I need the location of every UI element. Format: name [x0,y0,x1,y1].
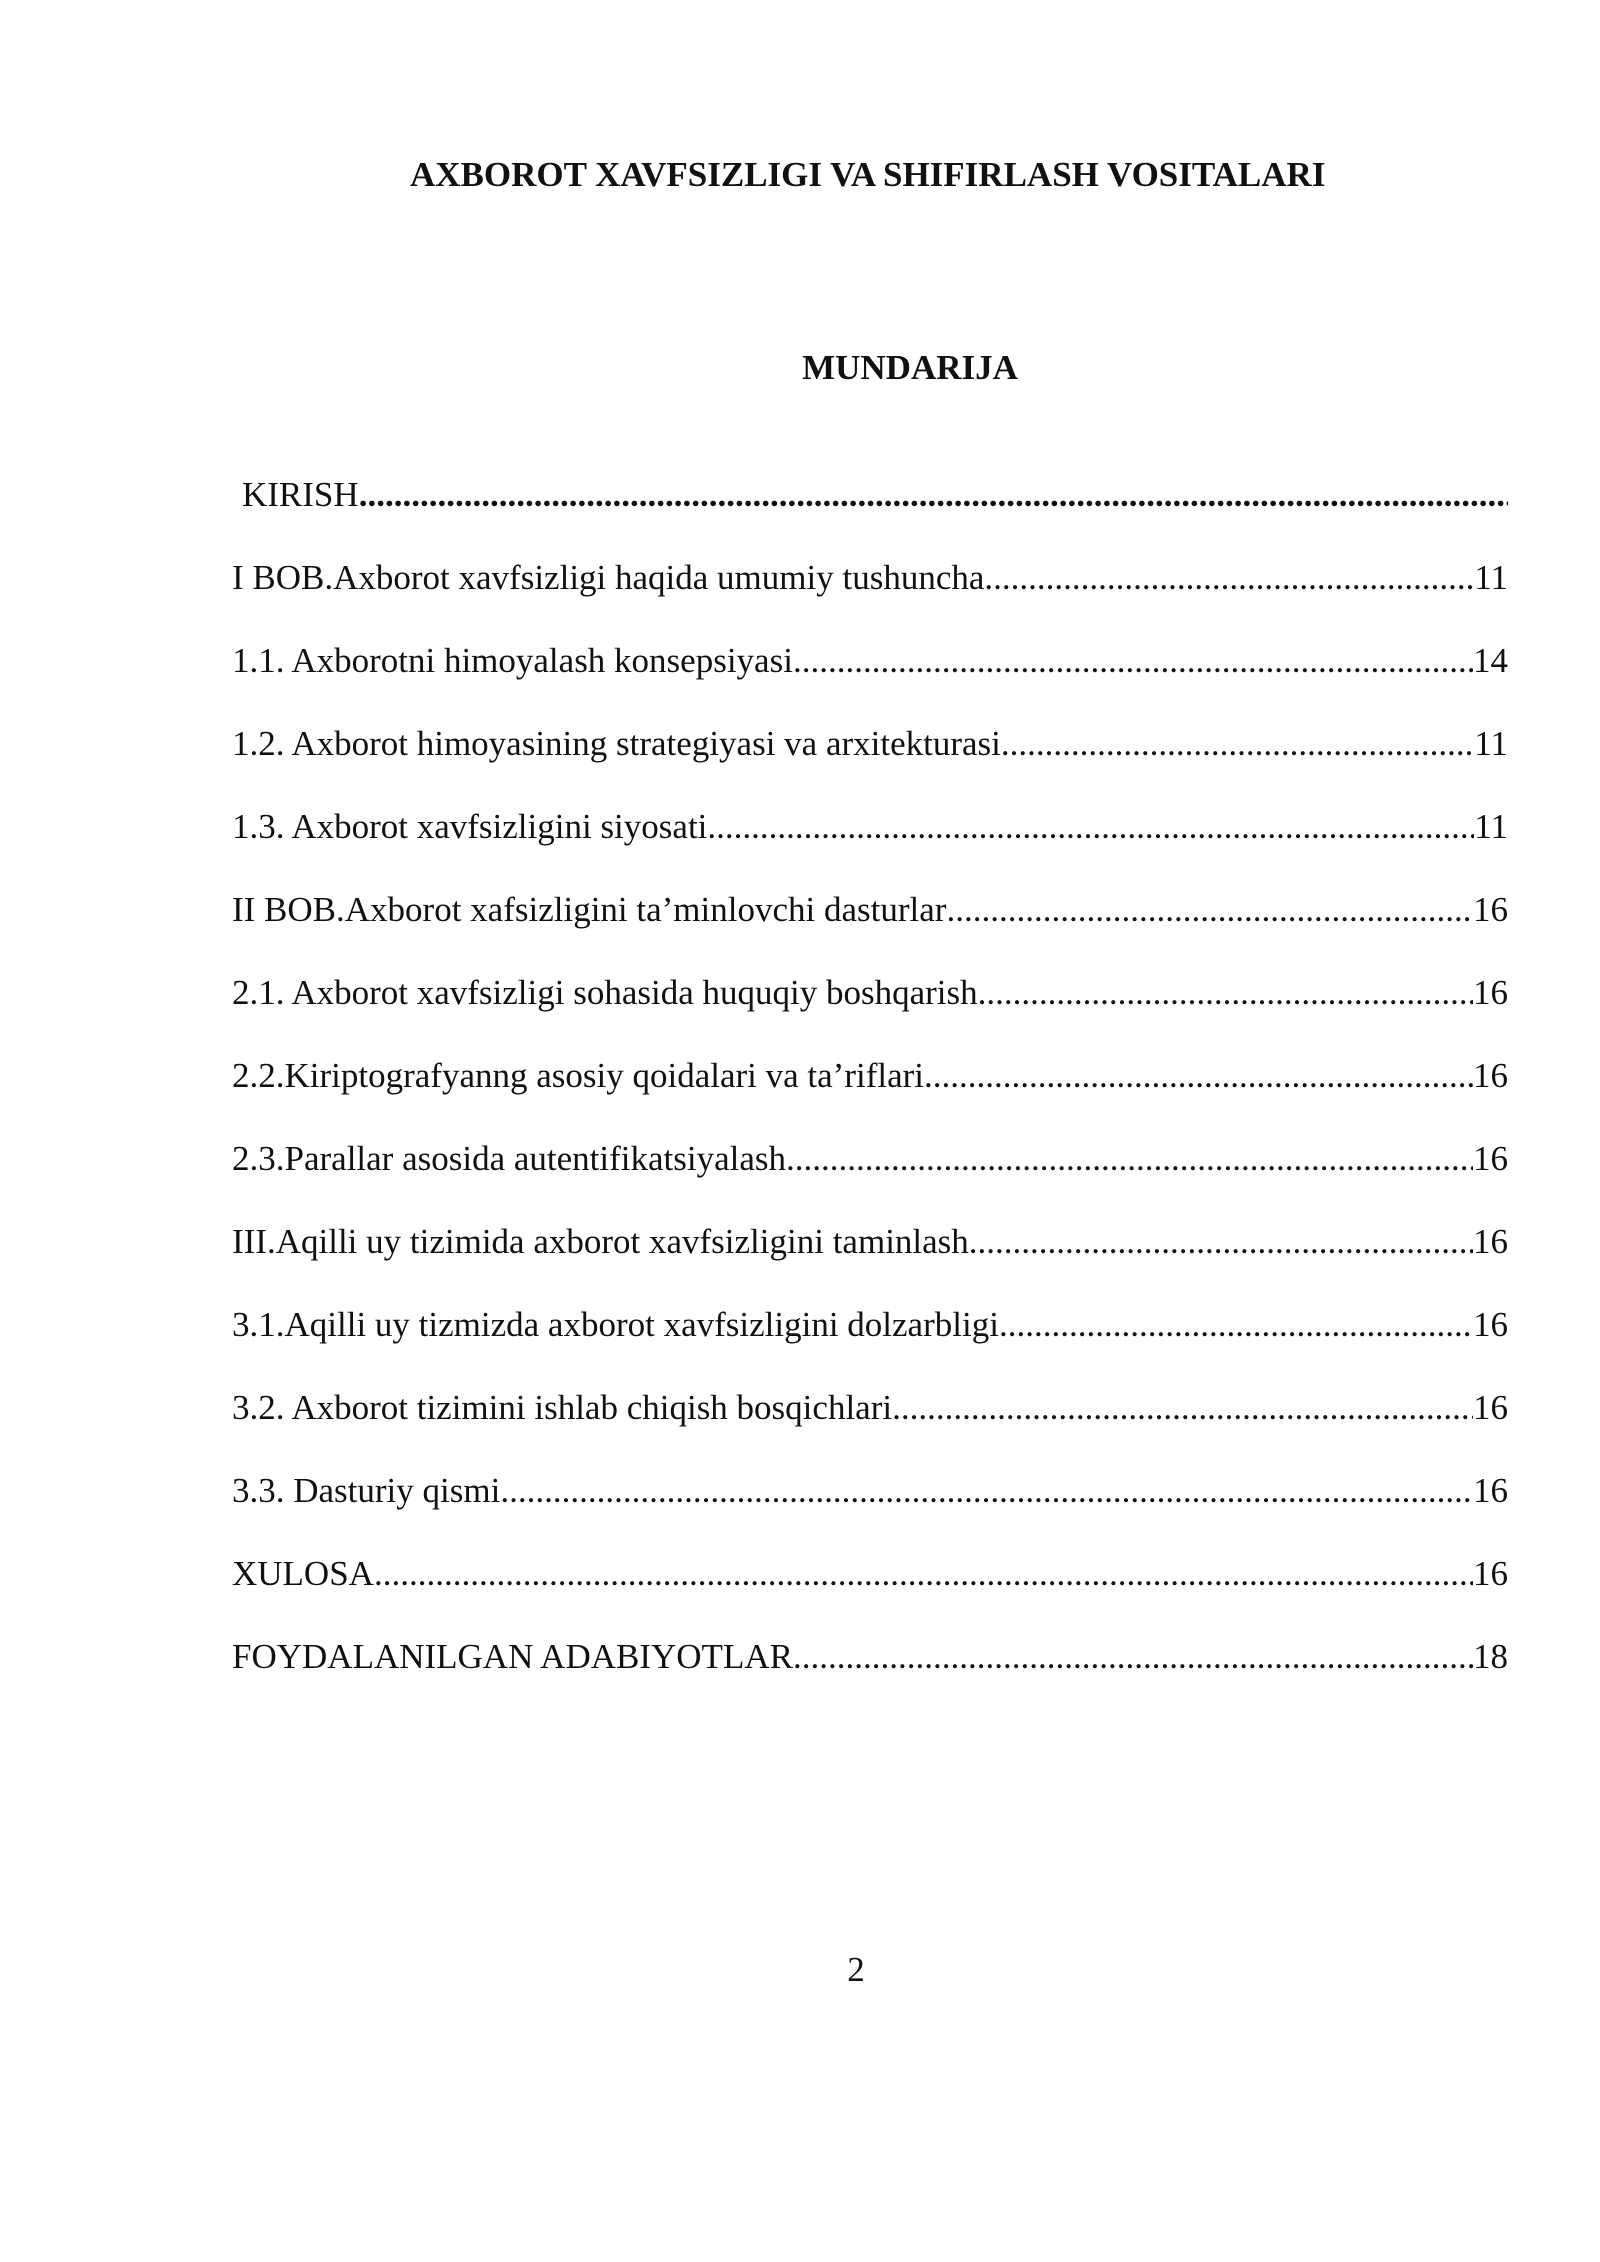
toc-entry [232,1051,1508,1134]
toc-entry [232,470,1508,553]
toc-entry [232,802,1508,885]
toc-entry [232,885,1508,968]
toc-entry-page: 16 [1473,1056,1508,1095]
toc-entry [232,719,1508,802]
toc-entry-title: XULOSA [232,1554,374,1593]
toc-entry-page: 11 [1474,807,1508,846]
toc-entry-title: 2.2.Kiriptografyanng asosiy qoidalari va ta’riflari [232,1056,925,1095]
toc-entry-title: III.Aqilli uy tizimida axborot xavfsizligini taminlash [232,1222,969,1261]
toc-dot-leader [892,1383,1473,1433]
toc-dot-leader [1001,719,1474,769]
toc-dot-leader [374,1549,1473,1599]
toc-entry-title: KIRISH [242,475,359,514]
toc-entry-page: 16 [1473,890,1508,929]
toc-entry-title: 2.3.Parallar asosida autentifikatsiyalash [232,1139,787,1178]
toc-entry-title: I BOB.Axborot xavfsizligi haqida umumiy tushuncha [232,558,985,597]
toc-entry-title: 3.3. Dasturiy qismi [232,1471,501,1510]
document-title: AXBOROT XAVFSIZLIGI VA SHIFIRLASH VOSITALARI [410,155,1326,194]
toc-entry [232,1632,1508,1715]
toc-dot-leader [359,470,1508,520]
toc-entry-title: 1.3. Axborot xavfsizligini siyosati [232,807,708,846]
toc-entry-title: 2.1. Axborot xavfsizligi sohasida huquqiy boshqarish [232,973,978,1012]
toc-dot-leader [946,885,1473,935]
toc-entry [232,1549,1508,1632]
toc-dot-leader [969,1217,1473,1267]
toc-entry-page: 18 [1473,1637,1508,1676]
toc-entry [232,1134,1508,1217]
toc-dot-leader [500,1466,1473,1516]
toc-entry [232,968,1508,1051]
page-number: 2 [847,1950,865,1989]
toc-entry-title: 3.1.Aqilli uy tizmizda axborot xavfsizligini dolzarbligi [232,1305,999,1344]
toc-entry-page: 16 [1473,1388,1508,1427]
toc-heading: MUNDARIJA [802,348,1018,387]
toc-dot-leader [793,1632,1473,1682]
toc-entry-page: 11 [1474,724,1508,763]
toc-dot-leader [707,802,1474,852]
toc-entry [232,1466,1508,1549]
toc-dot-leader [924,1051,1473,1101]
toc-dot-leader [793,636,1473,686]
toc-entry-page: 11 [1474,558,1508,597]
toc-entry-page: 16 [1473,1471,1508,1510]
toc-entry-page: 16 [1473,1222,1508,1261]
toc-entry [232,1300,1508,1383]
toc-entry-page: 14 [1473,641,1508,680]
toc-entry-title: II BOB.Axborot xafsizligini ta’minlovchi dasturlar [232,890,947,929]
toc-entry-title: FOYDALANILGAN ADABIYOTLAR [232,1637,793,1676]
toc-entry-page: 16 [1473,1554,1508,1593]
toc-entry-title: 1.1. Axborotni himoyalash konsepsiyasi [232,641,793,680]
toc-entry-title: 1.2. Axborot himoyasining strategiyasi va arxitekturasi [232,724,1001,763]
toc-dot-leader [984,553,1474,603]
toc-entry-page: 16 [1473,973,1508,1012]
toc-entry-page: 16 [1473,1139,1508,1178]
toc-entry [232,1383,1508,1466]
table-of-contents [232,470,1508,1715]
toc-entry [232,553,1508,636]
toc-entry-page: 16 [1473,1305,1508,1344]
toc-dot-leader [978,968,1473,1018]
toc-dot-leader [999,1300,1473,1350]
toc-entry [232,1217,1508,1300]
toc-entry [232,636,1508,719]
toc-dot-leader [786,1134,1473,1184]
toc-entry-title: 3.2. Axborot tizimini ishlab chiqish bosqichlari [232,1388,893,1427]
